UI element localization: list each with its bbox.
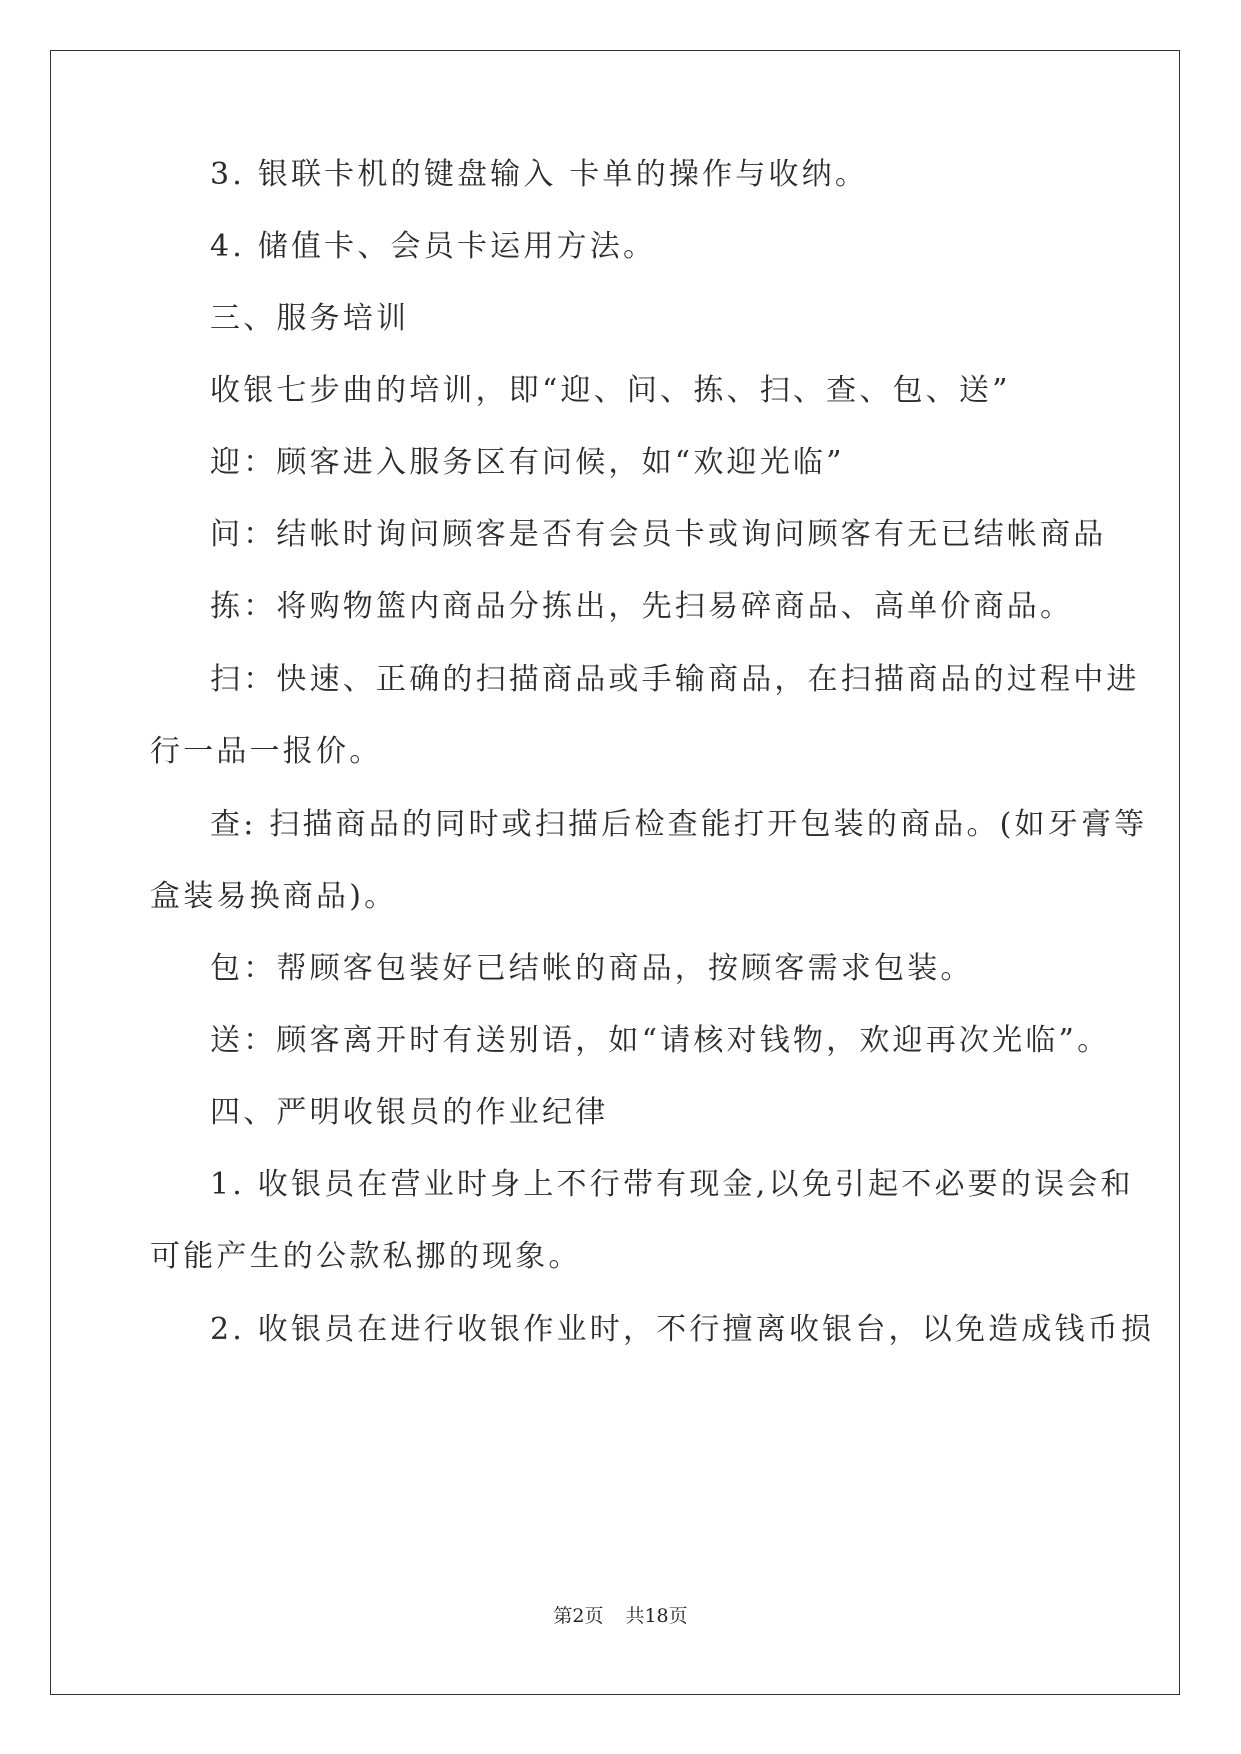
section-heading: 四、严明收银员的作业纪律 bbox=[210, 1095, 609, 1130]
text-line: 4. 储值卡、会员卡运用方法。 bbox=[210, 229, 657, 264]
page-footer bbox=[0, 1604, 1241, 1628]
text-line: 行一品一报价。 bbox=[150, 734, 383, 769]
text-line: 包：帮顾客包装好已结帐的商品，按顾客需求包装。 bbox=[210, 951, 974, 986]
text-line: 拣：将购物篮内商品分拣出，先扫易碎商品、高单价商品。 bbox=[210, 589, 1074, 624]
text-line: 1. 收银员在营业时身上不行带有现金,以免引起不必要的误会和 bbox=[210, 1167, 1134, 1202]
text-line: 2. 收银员在进行收银作业时，不行擅离收银台，以免造成钱币损 bbox=[210, 1312, 1155, 1347]
text-line: 送：顾客离开时有送别语，如“请核对钱物，欢迎再次光临”。 bbox=[210, 1023, 1111, 1058]
page-total: 共18页 bbox=[625, 1605, 688, 1627]
section-heading: 三、服务培训 bbox=[210, 301, 410, 336]
text-line: 迎：顾客进入服务区有问候，如“欢迎光临” bbox=[210, 445, 845, 480]
text-line: 3. 银联卡机的键盘输入 卡单的操作与收纳。 bbox=[210, 157, 869, 192]
text-line: 问：结帐时询问顾客是否有会员卡或询问顾客有无已结帐商品 bbox=[210, 517, 1107, 552]
page-number: 第2页 bbox=[553, 1605, 604, 1627]
text-line: 收银七步曲的培训，即“迎、问、拣、扫、查、包、送” bbox=[210, 373, 1011, 408]
text-line: 可能产生的公款私挪的现象。 bbox=[150, 1239, 582, 1274]
text-line: 盒装易换商品)。 bbox=[150, 879, 398, 914]
text-line: 查: 扫描商品的同时或扫描后检查能打开包装的商品。(如牙膏等 bbox=[210, 807, 1148, 842]
text-line: 扫：快速、正确的扫描商品或手输商品，在扫描商品的过程中进 bbox=[210, 662, 1140, 697]
page-border bbox=[50, 50, 1180, 1695]
